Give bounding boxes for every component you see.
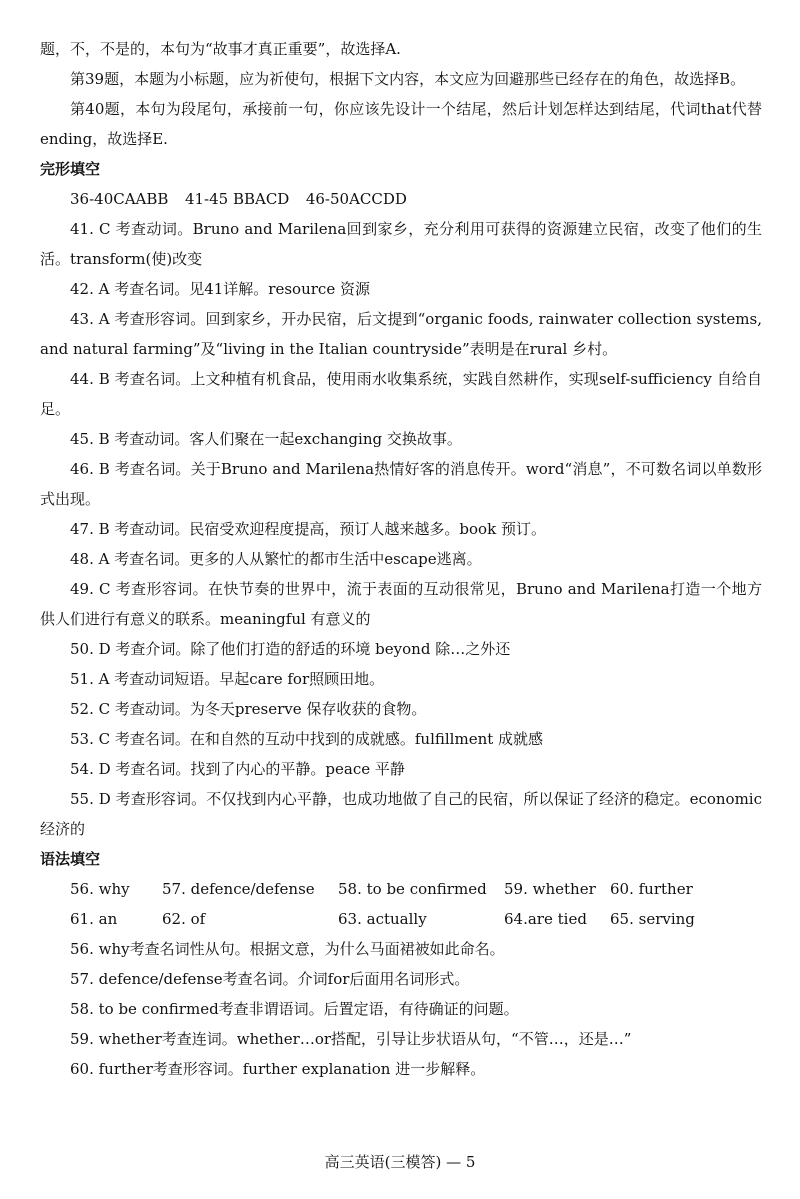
explanation-43: 43. A 考查形容词。回到家乡，开办民宿，后文提到“organic foods, rainwater collection systems, and natural farming”及“living in the Italian countryside”表明是在rural 乡村。 [40,310,762,358]
paragraph-q39: 第39题，本题为小标题，应为祈使句，根据下文内容，本文应为回避那些已经存在的角色，故选择B。 [70,70,746,88]
grammar-explanation-59: 59. whether考查连词。whether…or搭配，引导让步状语从句，“不管…，还是…” [70,1030,632,1048]
cloze-answers-41-45: 41-45 BBACD [184,190,290,208]
cloze-answer-summary [40,184,762,214]
cloze-heading: 完形填空 [40,160,101,178]
grammar-answer-row [40,904,762,934]
explanation-55: 55. D 考查形容词。不仅找到内心平静，也成功地做了自己的民宿，所以保证了经济的稳定。economic经济的 [40,790,762,838]
explanation-46: 46. B 考查名词。关于Bruno and Marilena热情好客的消息传开。word“消息”，不可数名词以单数形式出现。 [40,460,762,508]
explanation-49: 49. C 考查形容词。在快节奏的世界中，流于表面的互动很常见，Bruno and Marilena打造一个地方供人们进行有意义的联系。meaningful 有意义的 [40,580,762,628]
grammar-answer-57: 57. defence/defense [162,880,315,898]
explanation-42: 42. A 考查名词。见41详解。resource 资源 [70,280,370,298]
grammar-explanation-60: 60. further考查形容词。further explanation 进一步解释。 [70,1060,486,1078]
grammar-answer-row [40,874,762,904]
grammar-answer-60: 60. further [610,880,693,898]
explanation-54: 54. D 考查名词。找到了内心的平静。peace 平静 [70,760,405,778]
grammar-explanation-56: 56. why考查名词性从句。根据文意，为什么马面裙被如此命名。 [70,940,505,958]
explanation-50: 50. D 考查介词。除了他们打造的舒适的环境 beyond 除…之外还 [70,640,511,658]
grammar-answer-64: 64.are tied [504,910,587,928]
explanation-45: 45. B 考查动词。客人们聚在一起exchanging 交换故事。 [70,430,462,448]
cloze-answers-46-50: 46-50ACCDD [305,190,407,208]
explanation-47: 47. B 考查动词。民宿受欢迎程度提高，预订人越来越多。book 预订。 [70,520,546,538]
grammar-answer-65: 65. serving [610,910,695,928]
page-footer: 高三英语(三模答) — 5 [324,1153,476,1171]
grammar-answer-58: 58. to be confirmed [338,880,487,898]
grammar-answer-56: 56. why [70,880,130,898]
explanation-51: 51. A 考查动词短语。早起care for照顾田地。 [70,670,385,688]
grammar-answer-61: 61. an [70,910,118,928]
grammar-answer-59: 59. whether [504,880,596,898]
paragraph-q40: 第40题，本句为段尾句，承接前一句，你应该先设计一个结尾，然后计划怎样达到结尾，代词that代替ending，故选择E. [40,100,762,148]
grammar-answer-63: 63. actually [338,910,427,928]
grammar-explanation-58: 58. to be confirmed考查非谓语词。后置定语，有待确证的问题。 [70,1000,519,1018]
explanation-53: 53. C 考查名词。在和自然的互动中找到的成就感。fulfillment 成就感 [70,730,544,748]
paragraph-q38-tail: 题，不，不是的，本句为“故事才真正重要”，故选择A. [40,40,401,58]
explanation-44: 44. B 考查名词。上文种植有机食品，使用雨水收集系统，实践自然耕作，实现self-sufficiency 自给自足。 [40,370,762,418]
explanation-48: 48. A 考查名词。更多的人从繁忙的都市生活中escape逃离。 [70,550,482,568]
grammar-heading: 语法填空 [40,850,101,868]
grammar-answer-62: 62. of [162,910,206,928]
grammar-explanation-57: 57. defence/defense考查名词。介词for后面用名词形式。 [70,970,470,988]
explanation-41: 41. C 考查动词。Bruno and Marilena回到家乡，充分利用可获得的资源建立民宿，改变了他们的生活。transform(使)改变 [40,220,762,268]
cloze-answers-36-40: 36-40CAABB [70,190,169,208]
explanation-52: 52. C 考查动词。为冬天preserve 保存收获的食物。 [70,700,427,718]
